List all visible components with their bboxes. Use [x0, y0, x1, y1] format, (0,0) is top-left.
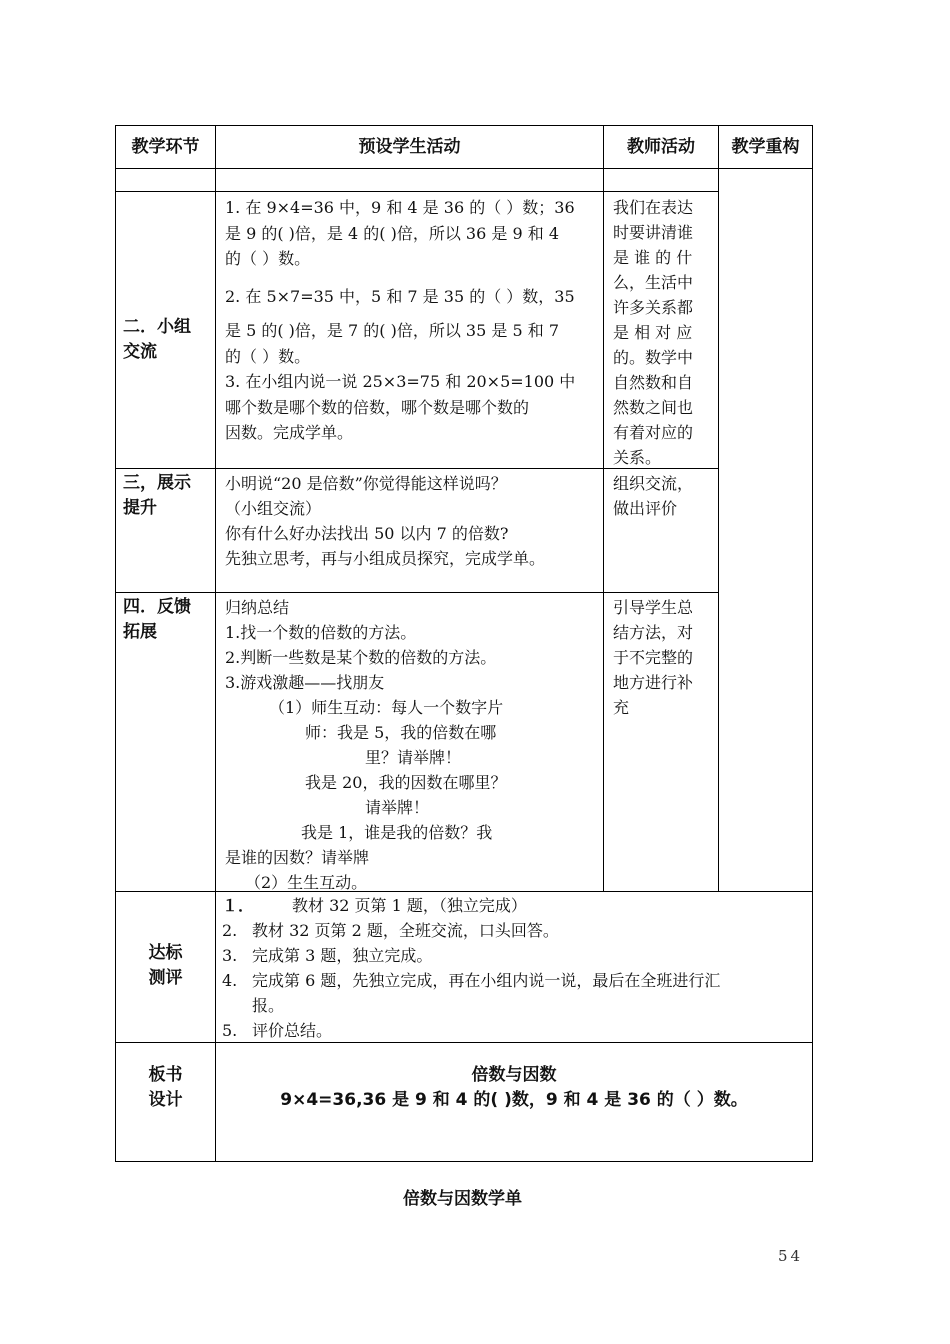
assessment-num-4: 4.: [222, 971, 238, 990]
stage-show-improve: 三，展示 提升: [123, 473, 191, 518]
stage-feedback-extend: 四．反馈 拓展: [123, 597, 191, 642]
worksheet-title: 倍数与因数学单: [403, 1189, 522, 1209]
teacher-activity-show-improve: 组织交流， 做出评价: [613, 474, 694, 518]
assessment-list: [222, 893, 807, 1043]
header-teacher-activity: 教师活动: [627, 137, 695, 157]
assessment-num-2: 2.: [222, 921, 238, 940]
student-activity-feedback-extend: 归纳总结 1.找一个数的倍数的方法。 2.判断一些数是某个数的倍数的方法。 3.游戏激趣——找朋友 （1）师生互动：每人一个数字片 师：我是 5，我的倍数在哪 里？请举牌！ 我是 20，我的因数在哪里？ 请举牌！ 我是 1，谁是我的倍数？我 是谁的因数？请举牌 （2）生生互动。: [225, 598, 507, 892]
assessment-item-5: 评价总结。: [252, 1021, 333, 1040]
assessment-item-3: 完成第 3 题，独立完成。: [252, 946, 433, 965]
assessment-item-2: 教材 32 页第 2 题，全班交流，口头回答。: [252, 921, 559, 940]
stage-assessment: 达标 测评: [148, 943, 183, 988]
assessment-item-1: 教材 32 页第 1 题，（独立完成）: [292, 896, 527, 915]
assessment-num-3: 3.: [222, 946, 238, 965]
stage-board-design: 板书 设计: [148, 1065, 183, 1110]
board-title: 倍数与因数: [471, 1065, 557, 1085]
header-stage: 教学环节: [131, 137, 200, 157]
assessment-item-4: 完成第 6 题，先独立完成，再在小组内说一说，最后在全班进行汇: [252, 971, 721, 990]
student-activity-show-improve: 小明说“20 是倍数”你觉得能这样说吗？ （小组交流） 你有什么好办法找出 50 以内 7 的倍数? 先独立思考，再与小组成员探究，完成学单。: [225, 474, 546, 568]
board-equation: 9×4=36,36 是 9 和 4 的( )数，9 和 4 是 36 的（ ）数。: [280, 1090, 748, 1110]
assessment-item-4-cont: 报。: [252, 996, 285, 1015]
stage-group-exchange: 二．小组 交流: [123, 317, 191, 362]
teacher-activity-group-exchange: 我们在表达 时要讲清谁 是 谁 的 什 么，生活中 许多关系都 是 相 对 应 的。数学中 自然数和自 然数之间也 有着对应的 关系。: [613, 198, 694, 467]
page-number: 54: [778, 1247, 804, 1265]
header-restructure: 教学重构: [731, 137, 800, 157]
teacher-activity-feedback-extend: 引导学生总 结方法，对 于不完整的 地方进行补 充: [613, 598, 694, 717]
student-activity-group-exchange: 1. 在 9×4=36 中，9 和 4 是 36 的（ ）数；36 是 9 的( )倍，是 4 的( )倍，所以 36 是 9 和 4 的（ ）数。 2. 在 5×7=35 中，5 和 7 是 35 的（ ）数，35 是 5 的( )倍，是 7 的( )倍，所以 35 是 5 和 7 的（ ）数。 3. 在小组内说一说 25×3=75 和 20×5=100 中 哪个数是哪个数的倍数，哪个数是哪个数的 因数。完成学单。: [225, 198, 576, 442]
assessment-num-1: １．: [222, 896, 255, 915]
header-student-activity: 预设学生活动: [358, 137, 461, 157]
assessment-num-5: 5.: [222, 1021, 238, 1040]
